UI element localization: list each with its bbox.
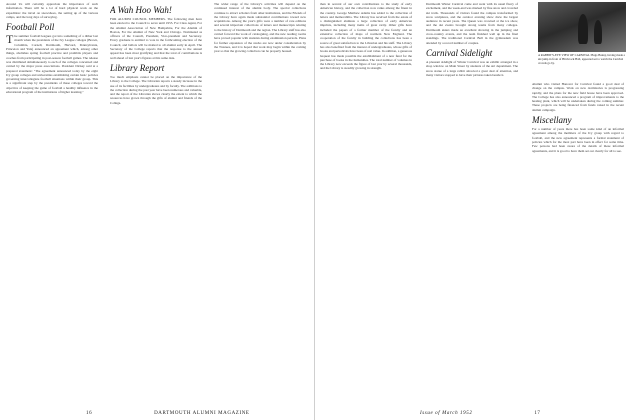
- left-page-number: 16: [86, 411, 93, 416]
- heading-library-report: Library Report: [110, 62, 165, 73]
- left-column-3: [214, 2, 306, 54]
- right-column-1: [320, 2, 412, 71]
- body-text: The wider range of the Library's activities will depend on the continued interest of the alumni body. The special collections continue to attract scholars from other institutions, and the Friends of the Library have again made substantial contributions toward new acquisitions. Among the year's gifts were a number of rare editions and several important collections of letters and manuscripts relating to the history of Dartmouth and the region. The Library staff has also carried forward the work of cataloguing, and the new reading rooms have proved popular with students during examination periods. Plans for further expansion of the stacks are now under consideration by the Trustees, and it is hoped that work may begin within the coming year so that the growing collection can be properly housed.: [214, 2, 306, 54]
- body-text: FOR ALUMNI COUNCIL MEMBERS. The following men have been elected to the Council to serve until 1955. For Class Agent, For the Alumni Association of New Hampshire, For the Alumni of Boston, For the Alumni of New York and Chicago. Nominated as officers of the Council, President, Vice-president and Secretary. Every graduate is entitled to vote in the forthcoming election of the Council, and ballots will be mailed to all alumni early in April. The Secretary of the College reports that the response to the annual appeal has been most gratifying and that the total of contributions is well ahead of last year's figures at this same date.: [110, 17, 202, 60]
- right-footer: [420, 411, 541, 416]
- left-column-1: [6, 2, 98, 94]
- body-text: Too much emphasis cannot be placed on the importance of the Library to the College. The Librarian reports a steady increase in the use of its facilities by undergraduates and by faculty. The additions to the collection during the past year have been numerous and valuable, and the report of the Librarian shows clearly the extent to which the resources have grown through the gifts of alumni and friends of the College.: [110, 74, 202, 105]
- left-footer-magazine: DARTMOUTH ALUMNI MAGAZINE: [154, 411, 250, 416]
- body-text: The summer football leagues got into something of a dither last month when the presidents of the Ivy League colleges (Brown, Columbia, Cornell, Dartmouth, Harvard, Pennsylvania, Princeton and Yale) announced an agreement which, among other things, abolishes spring football practice and prohibits players and coaches from participating in post-season football games. The release was distributed simultaneously to each of the colleges concerned and carried by the major press associations. President Dickey said at a prepared statement: "The agreement announced today by the eight Ivy group colleges and universities establishing certain basic policies governing intercollegiate football situations within their group. This is a significant step by the presidents of these colleges toward the objective of keeping the game of football a healthy influence in the educational program of the institutions of higher learning.": [6, 32, 98, 95]
- carnival-photo: [538, 2, 626, 52]
- heading-carnival-sidelight: Carnival Sidelight: [426, 47, 493, 58]
- body-text: For a number of years there has been some kind of an informal agreement among the members of the Ivy group with regard to football, and the new agreement represents a formal statement of policies which for the most part have been in effect for some time. Few persons had been aware of the details of these informal agreements, and it is good to have them set out clearly for all to see.: [532, 127, 624, 153]
- body-text: then in several of our own contributions to the study of early American history, and the collection now ranks among the finest in the country. George Matthew Adams has added to the collection of letters and memorabilia. The Library has received from the estate of a distinguished alumnus a large collection of early American imprints, including many items of great rarity. Other gifts have included the papers of a former member of the faculty and an extensive collection of maps of northern New England. The cooperation of the faculty in building the collections has been a source of great satisfaction to the Librarian and his staff. The Library has also benefited from the interest of undergraduates, whose gifts of books and periodicals have been of real value. In addition, a generous bequest has made possible the establishment of a new fund for the purchase of books in the humanities. The total number of volumes in the Library now exceeds the figure of last year by several thousands, and the Library is steadily growing in strength.: [320, 2, 412, 71]
- right-page-number: 17: [534, 411, 541, 416]
- left-footer: [86, 411, 250, 416]
- right-page: [314, 0, 628, 420]
- body-text: Around Us will certainly appreciate the importance of such information. There will be a lot of hard physical work on the expedition: the travel on snowshoes, the setting up of the various camps, and the long days of surveying.: [6, 2, 98, 19]
- body-text: A pleasant sidelight of Winter Carnival was an exhibit arranged in a shop window on Main Street by students of the Art department. The snow statue of a large rabbit attracted a great deal of attention, and many visitors stopped to have their pictures taken beside it.: [426, 59, 518, 77]
- body-text: Dartmouth Winter Carnival came and went with its usual flurry of excitement, and the week-end was marked by fine snow and crowded ski trails. Thousands of visitors found the campus transformed by snow sculptures, and the outdoor evening show drew the largest audience in recent years. The Queen was crowned at the ice show, and the ski events brought strong teams from many colleges. Dartmouth skiers made an excellent showing in the jumping and cross-country events, and the team finished well up in the final standings. The traditional Carnival Ball in the gymnasium was attended by a record number of couples.: [426, 2, 518, 45]
- photo-caption: A RABBIT'S-EYE VIEW OF CARNIVAL: Bugs Bunny, having made a ski jump in front of Hitchcock Hall, appeared set to watch the Carnival crowds go by.: [538, 53, 626, 65]
- body-text: Alumni who visited Hanover for Carnival found a good deal of change on the campus. Work on new dormitories is progressing rapidly, and the plans for the new field house have been approved. The College has also announced a program of improvements to the heating plant, which will be undertaken during the coming summer. These projects are being financed from funds raised in the recent alumni campaign.: [532, 82, 624, 112]
- right-column-3: [532, 82, 624, 153]
- heading-miscellany: Miscellany: [532, 115, 572, 126]
- right-footer-issue: Issue of March 1952: [420, 411, 473, 416]
- right-column-2: [426, 2, 518, 77]
- photo-figure: [578, 14, 588, 44]
- heading-wah-hoo-wah: A Wah Hoo Wah!: [110, 5, 172, 15]
- photo-figure: [594, 20, 602, 44]
- heading-football-poll: Football Poll: [6, 22, 55, 33]
- left-column-2: [110, 2, 202, 105]
